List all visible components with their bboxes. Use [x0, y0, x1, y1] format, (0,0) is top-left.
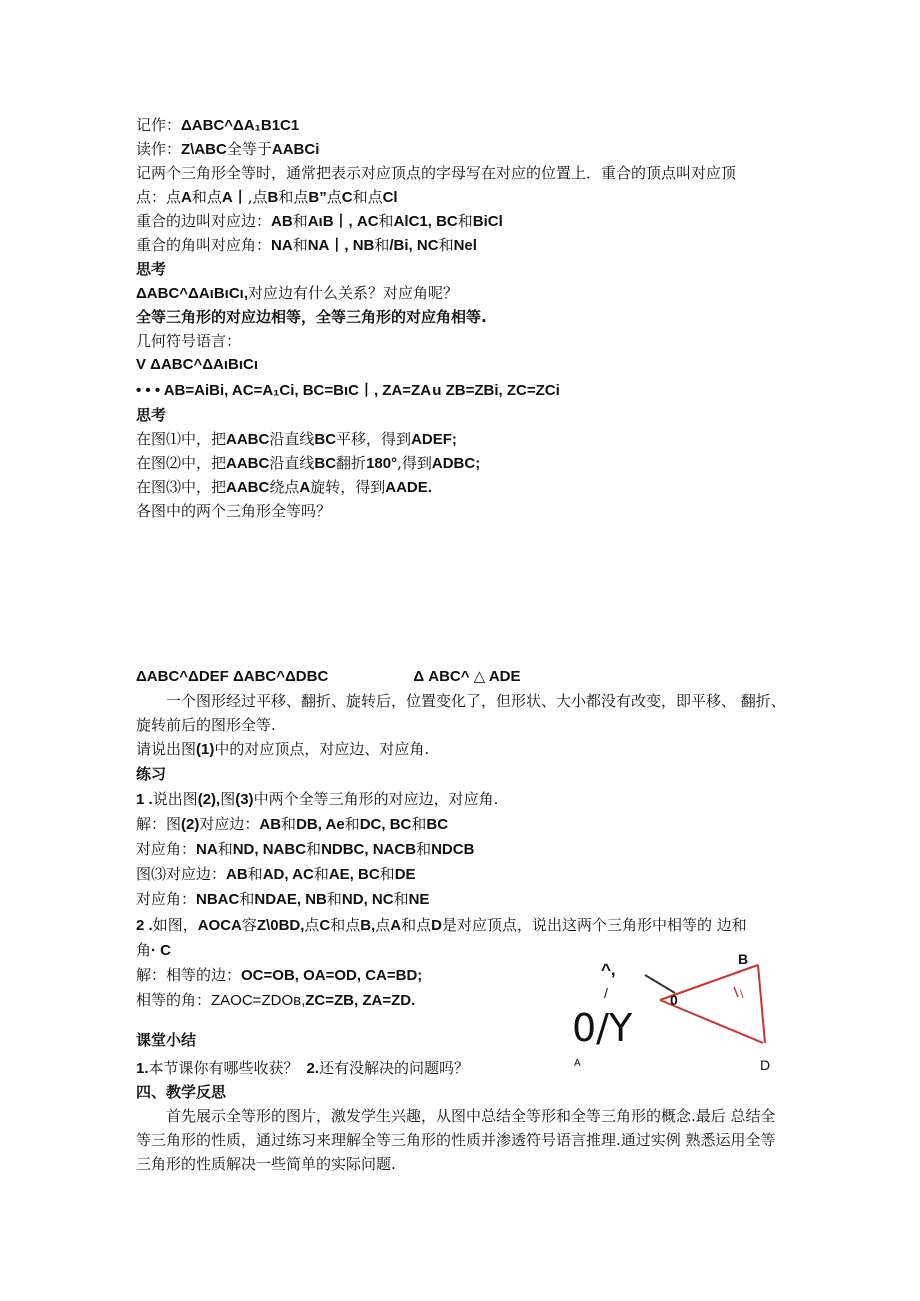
text: 图⑶对应边：: [136, 865, 227, 883]
symbol: (1): [196, 741, 215, 758]
text: 和: [292, 236, 308, 254]
text: 和点: [278, 188, 309, 206]
text: 对应边有什么关系？对应角呢？: [248, 284, 459, 302]
text: 点：点: [136, 188, 182, 206]
text: 对应边：: [199, 815, 260, 833]
symbol: AADE.: [385, 479, 432, 496]
question-line: [136, 283, 458, 304]
label-text: 记作：: [136, 116, 182, 134]
text: 和: [438, 236, 454, 254]
symbol: BC: [426, 816, 449, 833]
symbol: ND, NABC: [232, 841, 307, 858]
text: 请说出图: [136, 740, 197, 758]
segment-bd: [758, 965, 765, 1043]
segment-co: [645, 975, 675, 993]
section-heading: 练习: [136, 765, 167, 783]
symbol: BC: [314, 455, 337, 472]
symbol: AD, AC: [262, 866, 314, 883]
text: 说出图: [152, 790, 198, 808]
text: 在图⑵中，把: [136, 454, 227, 472]
section-heading: 四、教学反思: [136, 1083, 227, 1101]
text: 重合的角叫对应角：: [136, 236, 272, 254]
answer-line: [136, 889, 429, 910]
figure3-line: [136, 477, 432, 498]
triangle-figure: [620, 945, 790, 1075]
symbol: NA: [196, 841, 218, 858]
expression: AABCi: [271, 141, 320, 158]
answer-line: [136, 965, 422, 986]
text: 图: [220, 790, 236, 808]
symbol: (2): [181, 816, 200, 833]
symbol: AABC: [226, 431, 270, 448]
number: 1 .: [136, 791, 153, 808]
answer-line: [136, 839, 474, 860]
label-tick: \: [740, 987, 744, 1001]
text: 本节课你有哪些收获？: [148, 1059, 299, 1077]
paragraph: 一个图形经过平移、翻折、旋转后，位置变化了，但形状、大小都没有改变，即平移、 翻折、旋转前后的图形全等.: [136, 692, 786, 734]
symbol: AABC: [226, 455, 270, 472]
text: 和: [457, 212, 473, 230]
label-slash: /: [604, 985, 608, 1001]
text: 是对应顶点，说出这两个三角形中相等的 边和: [442, 916, 747, 934]
text: 容: [241, 916, 257, 934]
symbol: NA: [271, 237, 293, 254]
text-line: 几何符号语言：: [136, 332, 242, 350]
symbol: A丨: [221, 189, 248, 206]
sides-line: [136, 211, 503, 232]
symbol: C: [319, 917, 331, 934]
symbol: ZC=ZB, ZA=ZD.: [305, 992, 416, 1009]
section-heading: 思考: [136, 260, 167, 278]
symbol: B”: [308, 189, 327, 206]
text: 还有没解决的问题吗？: [319, 1059, 470, 1077]
text: 角: [136, 941, 152, 959]
vertex-line: [136, 187, 398, 208]
label-text: 读作：: [136, 140, 182, 158]
figure1-line: [136, 429, 457, 450]
label-o: 0: [670, 992, 678, 1008]
symbol: ADEF;: [411, 431, 457, 448]
text: 和: [281, 815, 297, 833]
symbol: NBAC: [196, 891, 240, 908]
symbol: AιB丨, AC: [307, 213, 379, 230]
text: 点: [326, 188, 342, 206]
symbol: NE: [408, 891, 430, 908]
text: 和: [313, 865, 329, 883]
congruence-expression: ΔABC^ΔA₁B1C1: [181, 117, 300, 134]
text: 沿直线: [269, 430, 315, 448]
text: 在图⑶中，把: [136, 478, 227, 496]
given-statement: V ΔABC^ΔAιBιCι: [136, 356, 258, 373]
caption-text: ΔABC^ΔDEF ΔABC^ΔDBC: [136, 668, 329, 685]
text: 和点: [191, 188, 222, 206]
symbol: /Bi, NC: [389, 237, 439, 254]
symbol: ΔABC^ΔAιBιCι,: [136, 285, 248, 302]
symbol: A: [181, 189, 192, 206]
text: 和点: [352, 188, 383, 206]
symbol: B,: [360, 917, 376, 934]
symbol: AABC: [226, 479, 270, 496]
symbol: NDBC, NACB: [321, 841, 417, 858]
text: ,点: [247, 188, 268, 206]
symbol: A: [299, 479, 311, 496]
text: 和: [393, 890, 409, 908]
text: 和: [306, 840, 322, 858]
section-heading: 思考: [136, 406, 167, 424]
text: 和: [416, 840, 432, 858]
text: 在图⑴中，把: [136, 430, 227, 448]
text: 相等的角：: [136, 991, 212, 1009]
symbol: (3): [235, 791, 254, 808]
symbol: NDCB: [431, 841, 475, 858]
text: 解：图: [136, 815, 182, 833]
text: 绕点: [269, 478, 300, 496]
symbol: · C: [151, 942, 172, 959]
text: 和: [374, 236, 390, 254]
text: 对应角：: [136, 890, 197, 908]
number: 2 .: [136, 917, 153, 934]
text: 和: [411, 815, 427, 833]
caption-text: Δ ABC^ △ ADE: [413, 668, 521, 685]
symbol: ADBC;: [431, 455, 481, 472]
label-c: ^,: [601, 960, 616, 979]
text-line: 记两个三角形全等时，通常把表示对应顶点的字母写在对应的位置上．重合的顶点叫对应顶: [136, 164, 737, 182]
property-statement: 全等三角形的对应边相等，全等三角形的对应角相等.: [136, 308, 487, 326]
answer-line: [136, 814, 448, 835]
number: 2.: [306, 1060, 320, 1077]
text: 如图，: [152, 916, 198, 934]
symbol: AOCA: [197, 917, 242, 934]
text: 翻折: [336, 454, 367, 472]
section-heading: 课堂小结: [136, 1031, 197, 1049]
symbol: AB: [259, 816, 282, 833]
symbol: NA丨, NB: [307, 237, 375, 254]
expression: Z\ABC: [181, 141, 227, 158]
text: 对应角：: [136, 840, 197, 858]
text: 重合的边叫对应边：: [136, 212, 272, 230]
text: 和: [292, 212, 308, 230]
symbol: AB: [226, 866, 248, 883]
symbol: DB, Ae: [296, 816, 345, 833]
conclusion-statement: • • • AB=AiBi, AC=A₁Ci, BC=BιC丨, ZA=ZA u ZB=ZBi, ZC=ZCi: [136, 382, 560, 399]
text: 和点: [330, 916, 361, 934]
symbol: D: [431, 917, 442, 934]
text: 和: [344, 815, 360, 833]
notation-line: [136, 115, 299, 136]
symbol: NDAE, NB: [254, 891, 327, 908]
symbol: Z\0BD,: [256, 917, 305, 934]
symbol: DE: [394, 866, 416, 883]
text: 点: [304, 916, 320, 934]
text: 解：相等的边：: [136, 966, 242, 984]
exercise-2: [136, 915, 747, 936]
tick-mark: [734, 987, 738, 997]
symbol: ND, NC: [341, 891, 394, 908]
text: 和点: [401, 916, 432, 934]
number: 1.: [136, 1060, 149, 1077]
text: 和: [247, 865, 263, 883]
text-line: 各图中的两个三角形全等吗？: [136, 502, 332, 520]
symbol: BiCl: [472, 213, 503, 230]
text: ,得到: [397, 454, 432, 472]
reading-line: [136, 139, 319, 160]
exercise-1: [136, 789, 498, 810]
label-large: 0/Y: [572, 1006, 633, 1050]
label-b: B: [738, 951, 749, 967]
text: 和: [239, 890, 255, 908]
symbol: DC, BC: [359, 816, 412, 833]
text-line: [136, 739, 429, 760]
reflection-paragraph: 首先展示全等形的图片，激发学生兴趣，从图中总结全等形和全等三角形的概念.最后 总结全等三角形的性质，通过练习来理解全等三角形的性质并渗透符号语言推理.通过实例 熟悉运用全等三角形的性质解决一些简单的实际问题.: [136, 1107, 776, 1173]
exercise-2-cont: [136, 940, 171, 961]
summary-questions: [136, 1058, 469, 1079]
symbol: ZAOC=ZDOв,: [211, 992, 306, 1009]
symbol: A: [390, 917, 402, 934]
symbol: AB: [271, 213, 293, 230]
text: 平移，得到: [336, 430, 412, 448]
answer-line: [136, 864, 416, 885]
answer-line: [136, 990, 415, 1011]
figure2-line: [136, 453, 480, 474]
text: 沿直线: [269, 454, 315, 472]
symbol: AlC1, BC: [393, 213, 458, 230]
text: 和: [326, 890, 342, 908]
symbol: C: [341, 189, 353, 206]
symbol: B: [267, 189, 279, 206]
symbol: AE, BC: [328, 866, 380, 883]
symbol: 180°: [366, 455, 398, 472]
text: 点: [375, 916, 391, 934]
symbol: (2),: [197, 791, 221, 808]
symbol: BC: [314, 431, 337, 448]
label-a: A: [574, 1058, 581, 1069]
text: 和: [378, 212, 394, 230]
text: 中的对应顶点，对应边、对应角.: [214, 740, 430, 758]
text: 中两个全等三角形的对应边，对应角.: [253, 790, 499, 808]
figure-captions: [136, 667, 521, 687]
text: 全等于: [226, 140, 272, 158]
angles-line: [136, 235, 477, 256]
text: 旋转，得到: [310, 478, 386, 496]
text: 和: [217, 840, 233, 858]
text: 和: [379, 865, 395, 883]
symbol: Cl: [382, 189, 398, 206]
label-d: D: [760, 1057, 771, 1073]
symbol: OC=OB, OA=OD, CA=BD;: [241, 967, 423, 984]
symbol: Nel: [453, 237, 477, 254]
